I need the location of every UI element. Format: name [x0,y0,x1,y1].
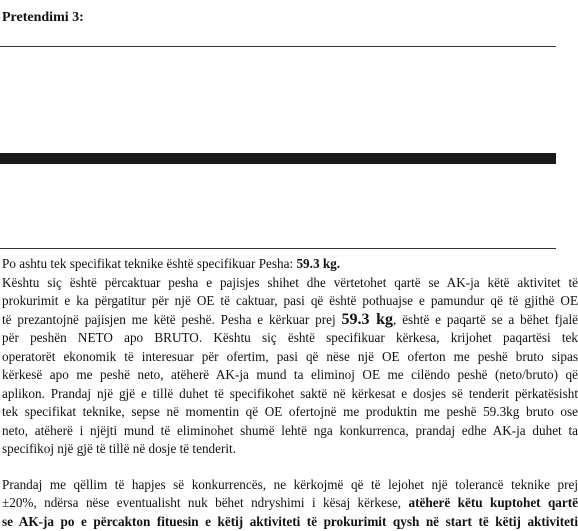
weight-value-emphasis: 59.3 kg [342,311,393,328]
text-line: prokurimit e ka përgatitur për një OE të caktuar, pasi që është pothuajse e pamundur që të gjithë OE [2,292,578,311]
text-line: tek specifikat teknike, sepse në momentin që OE ofertojnë me produktin me peshë 59.3kg bruto ose [2,403,578,422]
text-line: Kështu siç është përcaktuar pesha e pajisjes shihet dhe vërtetohet qartë se AK-ja këtë aktivitet të [2,274,578,293]
scan-dark-band [0,153,556,164]
text-line: specifikoj një gjë të tillë në dosje të tenderit. [2,440,578,459]
text-line: neto, atëherë i njëjti mund të eliminohet shumë lehtë nga konkurrenca, prandaj edhe AK-ja duhet ta [2,422,578,441]
text-line: se AK-ja po e përcakton fituesin e këtij aktiviteti të prokurimit qysh në start të këtij aktiviteti [2,513,578,531]
text-line: kërkesë apo me peshë neto, atëherë AK-ja mund ta eliminoj OE me cilëndo peshë (neto/bruto) që [2,366,578,385]
section-divider [0,248,556,249]
top-divider [0,46,556,47]
text-line: ±20%, ndërsa nëse eventualisht nuk bëhet ndryshimi i kësaj kërkese, atëherë këtu kuptohet qartë [2,494,578,513]
text-line: operatorët ekonomik të interesuar për ofertim, pasi që nëse një OE oferton me peshë bruto sipas [2,348,578,367]
claim-heading: Pretendimi 3: [2,10,84,26]
text-line: Prandaj me qëllim të hapjes së konkurrencës, ne kërkojmë që të lejohet një tolerancë teknike prej [2,476,578,495]
weight-spec-line: Po ashtu tek specifikat teknike është specifikuar Pesha: 59.3 kg. [2,255,578,274]
text-line: për peshën NETO apo BRUTO. Kështu siç është specifikuar kërkesa, krijohet paqartësi tek [2,329,578,348]
text-line: të prezantojnë pajisjen me këtë peshë. Pesha e kërkuar prej 59.3 kg, është e paqartë se a bëhet fjalë [2,311,578,330]
weight-value: 59.3 kg. [296,256,340,271]
text-line: aplikon. Prandaj një gjë e tillë duhet të specifikohet saktë në kërkesat e dosjes së tenderit përkatësisht [2,385,578,404]
claim-body [2,255,578,531]
